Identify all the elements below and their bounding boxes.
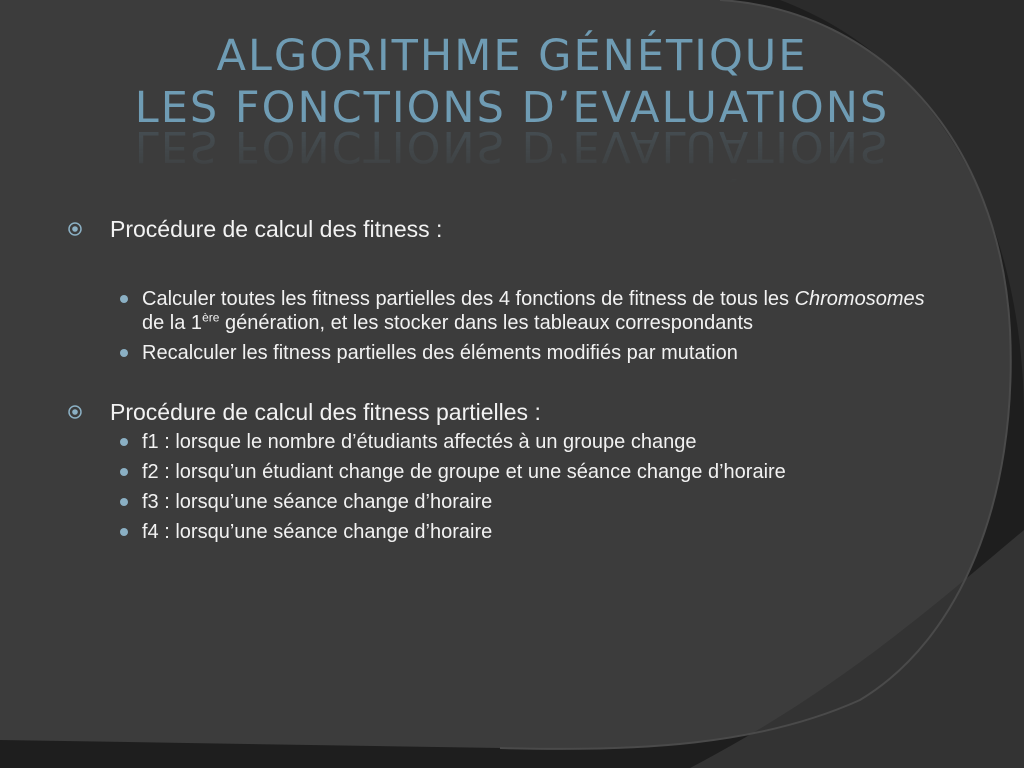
list-item-text-part2: de la 1 [142, 312, 203, 334]
dot-bullet-icon [120, 468, 128, 476]
list-item [120, 287, 938, 335]
list-item-text-part1: Calculer toutes les fitness partielles des 4 fonctions de fitness de tous les [142, 288, 795, 310]
list-item [120, 520, 938, 544]
slide-content [68, 215, 938, 544]
list-item [120, 341, 938, 365]
title-line-2: LES FONCTIONS D’EVALUATIONS [134, 83, 890, 133]
list-item-text-part3: génération, et les stocker dans les tableaux correspondants [219, 312, 754, 334]
dot-bullet-icon [120, 349, 128, 357]
dot-bullet-icon [120, 528, 128, 536]
dot-bullet-icon [120, 498, 128, 506]
circle-dot-bullet-icon [68, 405, 82, 419]
list-item-text: Recalculer les fitness partielles des éléments modifiés par mutation [142, 342, 738, 364]
list-item-text-italic: Chromosomes [794, 288, 925, 310]
list-item [120, 460, 938, 484]
list-item [120, 430, 938, 454]
section-heading-1 [68, 215, 938, 243]
title-line-1: ALGORITHME GÉNÉTIQUE [216, 31, 808, 81]
section-heading-1-text: Procédure de calcul des fitness : [110, 216, 443, 242]
list-item-superscript: ère [202, 310, 220, 325]
circle-dot-bullet-icon [68, 222, 82, 236]
section-heading-2 [68, 398, 938, 426]
list-item [120, 490, 938, 514]
list-item-text: f3 : lorsqu’une séance change d’horaire [142, 491, 493, 513]
list-item-text: f1 : lorsque le nombre d’étudiants affectés à un groupe change [142, 431, 697, 453]
dot-bullet-icon [120, 295, 128, 303]
section-heading-2-text: Procédure de calcul des fitness partielles : [110, 399, 541, 425]
list-item-text: f4 : lorsqu’une séance change d’horaire [142, 521, 493, 543]
dot-bullet-icon [120, 438, 128, 446]
list-item-text: f2 : lorsqu’un étudiant change de groupe et une séance change d’horaire [142, 461, 786, 483]
slide-title [0, 30, 1024, 134]
